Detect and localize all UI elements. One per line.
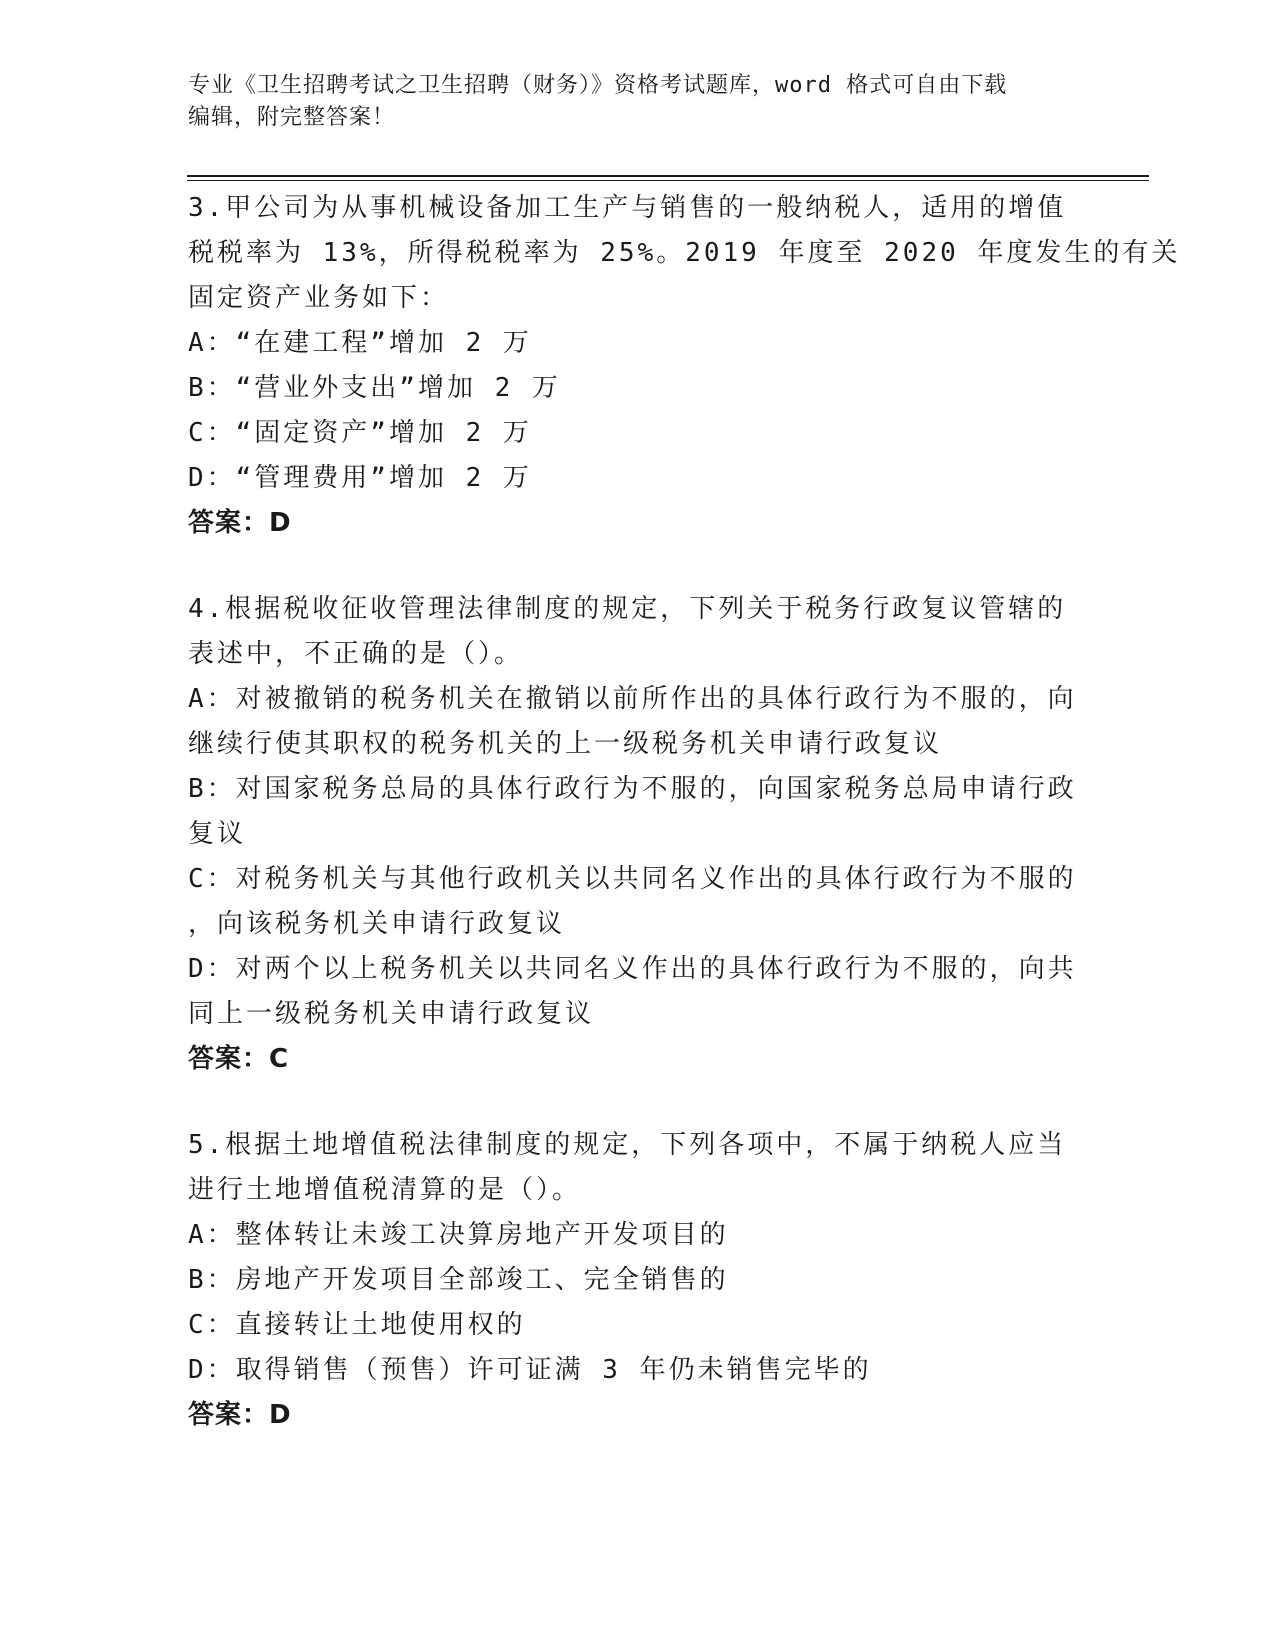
- header-divider-thin: [187, 180, 1149, 181]
- option-b: B：对国家税务总局的具体行政行为不服的，向国家税务总局申请行政: [188, 774, 1077, 804]
- question-3: [188, 186, 1181, 546]
- question-stem-line: 税税率为 13%，所得税税率为 25%。2019 年度至 2020 年度发生的有关: [188, 238, 1181, 268]
- question-4: [188, 587, 1088, 1082]
- option-c: C：对税务机关与其他行政机关以共同名义作出的具体行政行为不服的: [188, 864, 1077, 894]
- question-stem-line: 固定资产业务如下：: [188, 283, 450, 313]
- option-d-continued: 同上一级税务机关申请行政复议: [188, 999, 595, 1029]
- question-stem-line: 进行土地增值税清算的是（）。: [188, 1175, 582, 1205]
- option-c: C：直接转让土地使用权的: [188, 1310, 526, 1340]
- document-header: [188, 70, 1068, 134]
- question-5: [188, 1123, 1088, 1438]
- option-c-continued: ，向该税务机关申请行政复议: [188, 909, 566, 939]
- option-b-continued: 复议: [188, 819, 247, 849]
- option-d: D：“管理费用”增加 2 万: [188, 463, 532, 493]
- option-b: B：“营业外支出”增加 2 万: [188, 373, 561, 403]
- question-stem-line: 4.根据税收征收管理法律制度的规定，下列关于税务行政复议管辖的: [188, 594, 1067, 624]
- question-stem-line: 5.根据土地增值税法律制度的规定，下列各项中，不属于纳税人应当: [188, 1130, 1067, 1160]
- question-list: [188, 186, 1181, 1438]
- option-a: A：“在建工程”增加 2 万: [188, 328, 532, 358]
- option-b: B：房地产开发项目全部竣工、完全销售的: [188, 1265, 729, 1295]
- answer-label: 答案：D: [188, 508, 292, 538]
- header-divider: [187, 175, 1149, 177]
- answer-label: 答案：C: [188, 1044, 290, 1074]
- option-d: D：取得销售（预售）许可证满 3 年仍未销售完毕的: [188, 1355, 872, 1385]
- option-d: D：对两个以上税务机关以共同名义作出的具体行政行为不服的，向共: [188, 954, 1077, 984]
- option-a-continued: 继续行使其职权的税务机关的上一级税务机关申请行政复议: [188, 729, 943, 759]
- option-a: A：对被撤销的税务机关在撤销以前所作出的具体行政行为不服的，向: [188, 684, 1077, 714]
- question-stem-line: 3.甲公司为从事机械设备加工生产与销售的一般纳税人，适用的增值: [188, 193, 1067, 223]
- header-line: 编辑，附完整答案！: [188, 105, 396, 130]
- option-a: A：整体转让未竣工决算房地产开发项目的: [188, 1220, 729, 1250]
- answer-label: 答案：D: [188, 1400, 292, 1430]
- header-line: 专业《卫生招聘考试之卫生招聘（财务）》资格考试题库，word 格式可自由下载: [188, 73, 1008, 98]
- option-c: C：“固定资产”增加 2 万: [188, 418, 532, 448]
- question-stem-line: 表述中，不正确的是（）。: [188, 639, 524, 669]
